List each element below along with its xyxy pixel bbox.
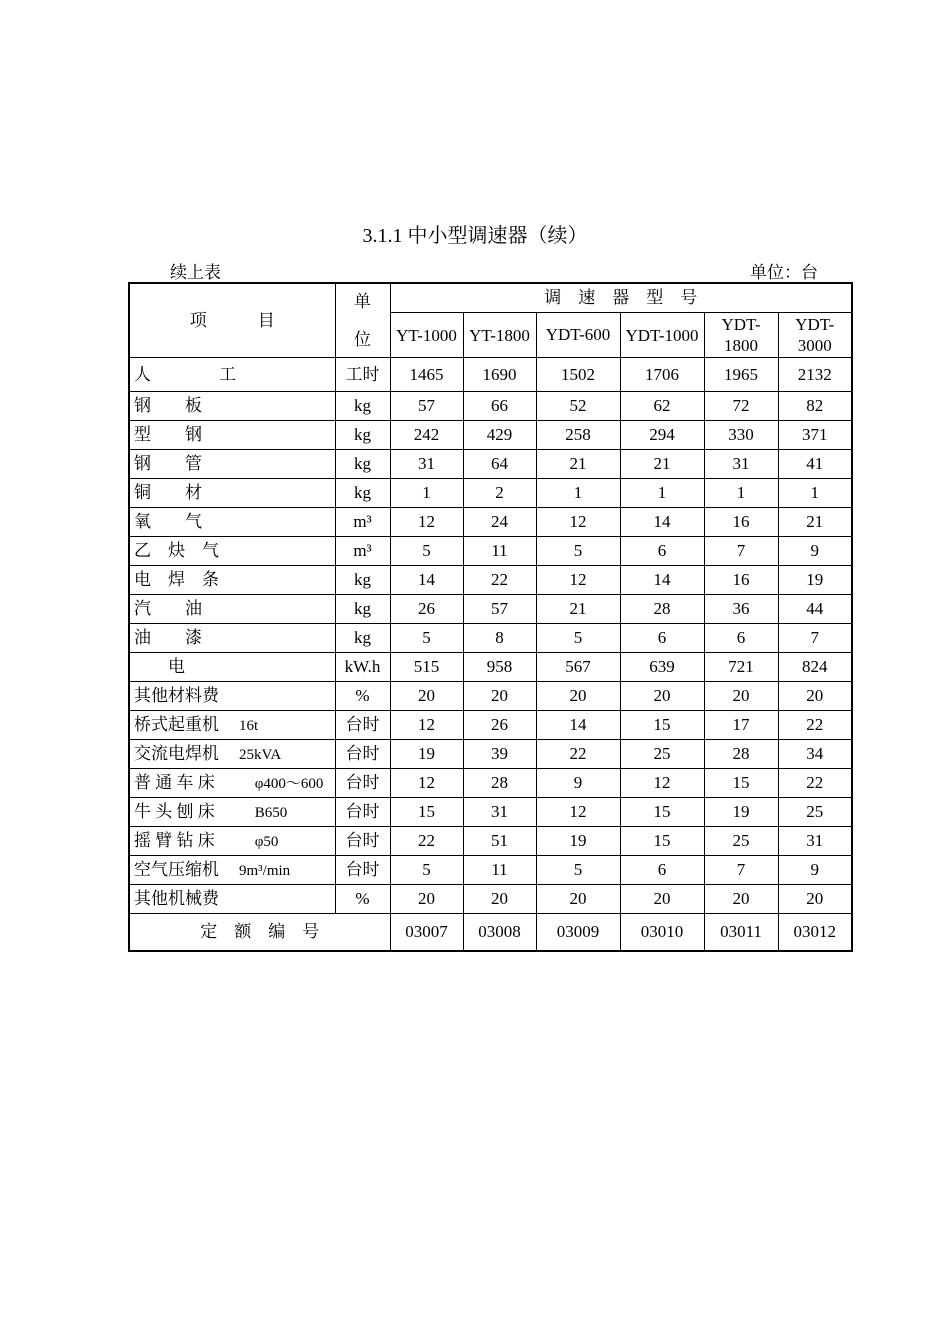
row-value: 1465 xyxy=(390,358,463,392)
table-row xyxy=(129,653,852,682)
row-value: 20 xyxy=(463,885,536,914)
row-item-cell xyxy=(129,798,335,827)
row-item-name: 氧 气 xyxy=(134,512,202,531)
table-row xyxy=(129,624,852,653)
row-item-name: 型 钢 xyxy=(134,425,202,444)
row-value: 21 xyxy=(536,595,620,624)
unit-header-bottom: 位 xyxy=(354,329,371,349)
row-item-cell xyxy=(129,358,335,392)
row-value: 21 xyxy=(778,508,852,537)
row-value: 20 xyxy=(620,682,704,711)
row-item-name: 油 漆 xyxy=(134,628,202,647)
quota-code: 03009 xyxy=(536,914,620,952)
row-value: 15 xyxy=(390,798,463,827)
row-value: 20 xyxy=(704,682,778,711)
row-value: 721 xyxy=(704,653,778,682)
table-row xyxy=(129,682,852,711)
row-value: 39 xyxy=(463,740,536,769)
model-header-1: YT-1800 xyxy=(463,313,536,358)
row-value: 20 xyxy=(390,682,463,711)
row-item-spec: φ400～600 xyxy=(254,775,324,792)
quota-code: 03010 xyxy=(620,914,704,952)
row-value: 44 xyxy=(778,595,852,624)
row-value: 5 xyxy=(536,856,620,885)
row-value: 5 xyxy=(390,537,463,566)
table-row xyxy=(129,537,852,566)
row-value: 515 xyxy=(390,653,463,682)
row-value: 36 xyxy=(704,595,778,624)
row-item-cell xyxy=(129,885,335,914)
row-value: 82 xyxy=(778,392,852,421)
row-value: 371 xyxy=(778,421,852,450)
row-unit: 台时 xyxy=(335,711,390,740)
row-item-cell xyxy=(129,769,335,798)
row-item-cell xyxy=(129,740,335,769)
row-item-cell xyxy=(129,653,335,682)
row-value: 9 xyxy=(778,856,852,885)
row-value: 6 xyxy=(620,537,704,566)
row-item-name: 人 工 xyxy=(134,364,236,384)
row-value: 1690 xyxy=(463,358,536,392)
quota-code: 03012 xyxy=(778,914,852,952)
row-value: 66 xyxy=(463,392,536,421)
row-value: 25 xyxy=(704,827,778,856)
row-item-spec: 25kVA xyxy=(239,746,282,763)
row-value: 31 xyxy=(463,798,536,827)
row-item-cell xyxy=(129,566,335,595)
row-item-name: 桥式起重机 xyxy=(134,714,219,734)
row-item-cell xyxy=(129,682,335,711)
row-item-cell xyxy=(129,421,335,450)
table-row xyxy=(129,479,852,508)
row-value: 20 xyxy=(536,885,620,914)
table-row xyxy=(129,885,852,914)
row-value: 12 xyxy=(390,711,463,740)
row-item-name: 电 xyxy=(134,657,185,676)
row-item-name: 钢 管 xyxy=(134,454,202,473)
row-value: 1 xyxy=(620,479,704,508)
row-item-cell xyxy=(129,537,335,566)
row-unit: kg xyxy=(335,392,390,421)
row-value: 57 xyxy=(463,595,536,624)
table-row xyxy=(129,358,852,392)
row-value: 15 xyxy=(620,798,704,827)
item-header: 项 目 xyxy=(129,283,335,358)
row-value: 15 xyxy=(620,827,704,856)
model-group-header: 调 速 器 型 号 xyxy=(390,283,852,313)
row-value: 294 xyxy=(620,421,704,450)
row-item-cell xyxy=(129,508,335,537)
row-item-cell xyxy=(129,392,335,421)
row-value: 19 xyxy=(704,798,778,827)
row-value: 9 xyxy=(536,769,620,798)
row-value: 22 xyxy=(778,711,852,740)
row-value: 639 xyxy=(620,653,704,682)
quota-code-label: 定 额 编 号 xyxy=(129,914,390,952)
row-value: 22 xyxy=(778,769,852,798)
quota-code: 03008 xyxy=(463,914,536,952)
row-value: 14 xyxy=(620,566,704,595)
page-title: 3.1.1 中小型调速器（续） xyxy=(362,225,588,247)
table-row xyxy=(129,856,852,885)
unit-header-top: 单 xyxy=(354,291,371,311)
table-row xyxy=(129,421,852,450)
table-row xyxy=(129,711,852,740)
row-unit: % xyxy=(335,885,390,914)
row-unit: kg xyxy=(335,450,390,479)
row-value: 1 xyxy=(778,479,852,508)
row-value: 26 xyxy=(463,711,536,740)
row-value: 16 xyxy=(704,508,778,537)
row-value: 5 xyxy=(390,856,463,885)
row-value: 2 xyxy=(463,479,536,508)
row-value: 1 xyxy=(536,479,620,508)
row-value: 15 xyxy=(704,769,778,798)
row-value: 57 xyxy=(390,392,463,421)
row-item-spec: 16t xyxy=(239,717,259,734)
unit-header xyxy=(335,283,390,358)
row-value: 19 xyxy=(778,566,852,595)
row-value: 1502 xyxy=(536,358,620,392)
row-value: 6 xyxy=(620,856,704,885)
quota-code: 03011 xyxy=(704,914,778,952)
row-value: 5 xyxy=(536,537,620,566)
table-row xyxy=(129,392,852,421)
row-value: 12 xyxy=(536,566,620,595)
row-value: 11 xyxy=(463,537,536,566)
row-item-cell xyxy=(129,479,335,508)
row-unit: kg xyxy=(335,566,390,595)
row-item-name: 普 通 车 床 xyxy=(134,772,215,792)
table-row xyxy=(129,740,852,769)
model-header-3: YDT-1000 xyxy=(620,313,704,358)
row-item-cell xyxy=(129,450,335,479)
row-value: 64 xyxy=(463,450,536,479)
row-value: 12 xyxy=(536,798,620,827)
row-value: 15 xyxy=(620,711,704,740)
row-value: 429 xyxy=(463,421,536,450)
row-value: 28 xyxy=(620,595,704,624)
row-item-name: 交流电焊机 xyxy=(134,743,219,763)
row-value: 20 xyxy=(390,885,463,914)
row-value: 62 xyxy=(620,392,704,421)
model-header-5: YDT-3000 xyxy=(778,313,852,358)
row-value: 9 xyxy=(778,537,852,566)
row-value: 12 xyxy=(390,769,463,798)
row-item-name: 摇 臂 钻 床 xyxy=(134,830,215,850)
table-subheader xyxy=(170,258,818,280)
row-value: 26 xyxy=(390,595,463,624)
row-value: 5 xyxy=(390,624,463,653)
row-value: 258 xyxy=(536,421,620,450)
row-value: 20 xyxy=(620,885,704,914)
row-value: 330 xyxy=(704,421,778,450)
row-value: 21 xyxy=(536,450,620,479)
quota-code: 03007 xyxy=(390,914,463,952)
row-item-name: 铜 材 xyxy=(134,483,202,502)
row-unit: m³ xyxy=(335,537,390,566)
row-value: 1 xyxy=(704,479,778,508)
row-value: 31 xyxy=(778,827,852,856)
row-value: 7 xyxy=(704,856,778,885)
row-value: 14 xyxy=(390,566,463,595)
row-value: 242 xyxy=(390,421,463,450)
row-value: 12 xyxy=(390,508,463,537)
table-row xyxy=(129,798,852,827)
row-item-cell xyxy=(129,827,335,856)
row-unit: kg xyxy=(335,624,390,653)
row-item-name: 电 焊 条 xyxy=(134,570,219,589)
row-item-cell xyxy=(129,595,335,624)
row-value: 1 xyxy=(390,479,463,508)
row-unit: kg xyxy=(335,421,390,450)
row-value: 34 xyxy=(778,740,852,769)
row-value: 24 xyxy=(463,508,536,537)
row-value: 22 xyxy=(536,740,620,769)
row-value: 12 xyxy=(536,508,620,537)
row-item-spec: B650 xyxy=(254,804,288,821)
row-unit: % xyxy=(335,682,390,711)
row-unit: 台时 xyxy=(335,856,390,885)
row-value: 20 xyxy=(536,682,620,711)
row-value: 14 xyxy=(620,508,704,537)
row-value: 22 xyxy=(390,827,463,856)
model-header-4: YDT-1800 xyxy=(704,313,778,358)
row-unit: 工时 xyxy=(335,358,390,392)
row-value: 21 xyxy=(620,450,704,479)
row-value: 20 xyxy=(463,682,536,711)
row-value: 20 xyxy=(704,885,778,914)
row-unit: 台时 xyxy=(335,769,390,798)
row-value: 824 xyxy=(778,653,852,682)
row-item-name: 汽 油 xyxy=(134,599,202,618)
row-unit: kW.h xyxy=(335,653,390,682)
row-item-spec: 9m³/min xyxy=(239,862,291,879)
row-item-name: 乙 炔 气 xyxy=(134,541,219,560)
row-item-cell xyxy=(129,711,335,740)
row-value: 11 xyxy=(463,856,536,885)
row-value: 1965 xyxy=(704,358,778,392)
row-value: 19 xyxy=(390,740,463,769)
row-value: 25 xyxy=(620,740,704,769)
row-unit: 台时 xyxy=(335,827,390,856)
unit-label: 单位：台 xyxy=(750,263,818,282)
row-value: 7 xyxy=(704,537,778,566)
row-unit: 台时 xyxy=(335,740,390,769)
row-unit: 台时 xyxy=(335,798,390,827)
table-row xyxy=(129,827,852,856)
row-unit: kg xyxy=(335,479,390,508)
row-value: 20 xyxy=(778,682,852,711)
row-value: 28 xyxy=(704,740,778,769)
row-value: 72 xyxy=(704,392,778,421)
row-item-cell xyxy=(129,856,335,885)
row-value: 6 xyxy=(704,624,778,653)
header-row-1 xyxy=(129,283,852,313)
row-unit: kg xyxy=(335,595,390,624)
continued-label: 续上表 xyxy=(170,263,221,282)
row-value: 8 xyxy=(463,624,536,653)
row-value: 31 xyxy=(390,450,463,479)
row-value: 567 xyxy=(536,653,620,682)
quota-code-row xyxy=(129,914,852,952)
row-item-name: 其他材料费 xyxy=(134,686,219,705)
row-value: 19 xyxy=(536,827,620,856)
row-value: 12 xyxy=(620,769,704,798)
row-value: 1706 xyxy=(620,358,704,392)
row-value: 2132 xyxy=(778,358,852,392)
row-value: 6 xyxy=(620,624,704,653)
row-value: 20 xyxy=(778,885,852,914)
row-item-name: 钢 板 xyxy=(134,396,202,415)
row-item-name: 其他机械费 xyxy=(134,889,219,908)
table-row xyxy=(129,566,852,595)
row-item-spec: φ50 xyxy=(254,833,279,850)
row-item-cell xyxy=(129,624,335,653)
quota-table xyxy=(128,282,853,952)
table-row xyxy=(129,450,852,479)
row-item-name: 牛 头 刨 床 xyxy=(134,801,215,821)
row-unit: m³ xyxy=(335,508,390,537)
row-value: 958 xyxy=(463,653,536,682)
row-value: 16 xyxy=(704,566,778,595)
table-row xyxy=(129,769,852,798)
row-value: 7 xyxy=(778,624,852,653)
table-row xyxy=(129,508,852,537)
row-value: 5 xyxy=(536,624,620,653)
row-value: 28 xyxy=(463,769,536,798)
row-value: 31 xyxy=(704,450,778,479)
row-value: 25 xyxy=(778,798,852,827)
row-item-name: 空气压缩机 xyxy=(134,859,219,879)
row-value: 51 xyxy=(463,827,536,856)
row-value: 14 xyxy=(536,711,620,740)
row-value: 17 xyxy=(704,711,778,740)
row-value: 41 xyxy=(778,450,852,479)
table-row xyxy=(129,595,852,624)
row-value: 22 xyxy=(463,566,536,595)
row-value: 52 xyxy=(536,392,620,421)
model-header-0: YT-1000 xyxy=(390,313,463,358)
model-header-2: YDT-600 xyxy=(536,313,620,358)
